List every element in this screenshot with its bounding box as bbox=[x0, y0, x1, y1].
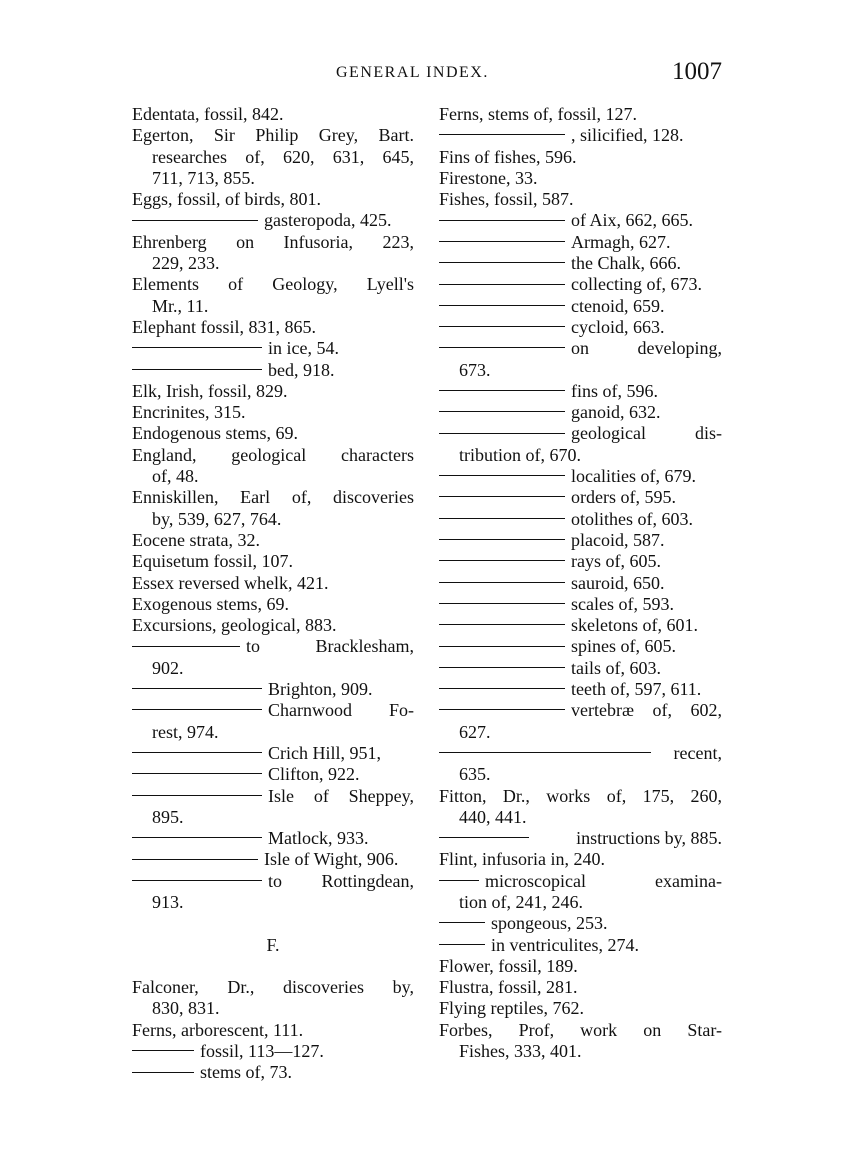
entry-text: fins of, 596. bbox=[571, 380, 658, 401]
entry-text: Elephant fossil, 831, 865. bbox=[132, 316, 316, 337]
ditto-dash bbox=[439, 390, 565, 391]
ditto-dash bbox=[439, 284, 565, 285]
entry-text: spines of, 605. bbox=[571, 636, 676, 657]
index-entry bbox=[439, 892, 722, 913]
entry-text: in ventriculites, 274. bbox=[491, 934, 639, 955]
ditto-dash bbox=[439, 560, 565, 561]
entry-text: Armagh, 627. bbox=[571, 231, 671, 252]
entry-text: Crich Hill, 951, bbox=[268, 742, 381, 763]
index-entry bbox=[439, 615, 722, 636]
index-entry bbox=[132, 210, 414, 231]
right-column bbox=[439, 104, 722, 1062]
entry-text: Firestone, 33. bbox=[439, 167, 538, 188]
ditto-dash bbox=[132, 773, 262, 774]
index-entry bbox=[439, 700, 722, 721]
index-entry bbox=[132, 253, 414, 274]
index-entry bbox=[132, 722, 414, 743]
index-entry bbox=[439, 125, 722, 146]
index-entry bbox=[439, 679, 722, 700]
entry-text: Fitton, Dr., works of, 175, 260, bbox=[439, 785, 722, 806]
entry-text: Fishes, 333, 401. bbox=[459, 1041, 582, 1062]
index-entry bbox=[132, 189, 414, 210]
entry-text: Fishes, fossil, 587. bbox=[439, 189, 574, 210]
ditto-dash bbox=[132, 220, 258, 221]
ditto-dash bbox=[439, 837, 529, 838]
entry-text: scales of, 593. bbox=[571, 593, 674, 614]
entry-text: Elements of Geology, Lyell's bbox=[132, 274, 414, 295]
entry-text: geological dis- bbox=[571, 423, 722, 444]
entry-text: rays of, 605. bbox=[571, 551, 661, 572]
entry-text: vertebræ of, 602, bbox=[571, 700, 722, 721]
index-entry bbox=[439, 1020, 722, 1041]
entry-text: 830, 831. bbox=[152, 998, 220, 1019]
index-entry bbox=[439, 658, 722, 679]
entry-text: of Aix, 662, 665. bbox=[571, 210, 694, 231]
page-header bbox=[132, 58, 722, 92]
index-entry bbox=[439, 573, 722, 594]
ditto-dash bbox=[439, 709, 565, 710]
entry-text: of, 48. bbox=[152, 466, 199, 487]
entry-text: 229, 233. bbox=[152, 253, 220, 274]
index-entry bbox=[439, 636, 722, 657]
index-entry bbox=[132, 487, 414, 508]
index-entry bbox=[439, 743, 722, 764]
entry-text: F. bbox=[266, 934, 280, 955]
index-entry bbox=[132, 168, 414, 189]
index-entry bbox=[132, 573, 414, 594]
index-entry bbox=[439, 786, 722, 807]
index-entry bbox=[439, 360, 722, 381]
index-entry bbox=[132, 594, 414, 615]
entry-text: tion of, 241, 246. bbox=[459, 891, 583, 912]
ditto-dash bbox=[439, 326, 565, 327]
entry-text: sauroid, 650. bbox=[571, 572, 665, 593]
index-entry bbox=[132, 338, 414, 359]
entry-text: Isle of Wight, 906. bbox=[264, 849, 399, 870]
entry-text: Flint, infusoria in, 240. bbox=[439, 849, 605, 870]
index-entry bbox=[132, 360, 414, 381]
ditto-dash bbox=[439, 411, 565, 412]
index-entry bbox=[132, 551, 414, 572]
ditto-dash bbox=[439, 944, 485, 945]
index-entry bbox=[439, 423, 722, 444]
index-entry bbox=[132, 104, 414, 125]
index-entry bbox=[439, 253, 722, 274]
ditto-dash bbox=[439, 241, 565, 242]
index-entry bbox=[132, 232, 414, 253]
index-entry bbox=[132, 466, 414, 487]
ditto-dash bbox=[132, 347, 262, 348]
entry-text: Clifton, 922. bbox=[268, 764, 360, 785]
entry-text: Forbes, Prof, work on Star- bbox=[439, 1019, 722, 1040]
ditto-dash bbox=[439, 134, 565, 135]
entry-text: Ehrenberg on Infusoria, 223, bbox=[132, 231, 414, 252]
entry-text: Fins of fishes, 596. bbox=[439, 146, 577, 167]
entry-text: fossil, 113—127. bbox=[200, 1041, 324, 1062]
index-entry bbox=[439, 104, 722, 125]
entry-text: Falconer, Dr., discoveries by, bbox=[132, 977, 414, 998]
entry-text: Flower, fossil, 189. bbox=[439, 955, 578, 976]
ditto-dash bbox=[439, 539, 565, 540]
index-entry bbox=[439, 210, 722, 231]
ditto-dash bbox=[132, 369, 262, 370]
entry-text: 711, 713, 855. bbox=[152, 167, 255, 188]
ditto-dash bbox=[439, 880, 479, 881]
index-entry bbox=[132, 147, 414, 168]
ditto-dash bbox=[439, 496, 565, 497]
entry-text: 627. bbox=[459, 721, 491, 742]
entry-text: England, geological characters bbox=[132, 444, 414, 465]
running-title: GENERAL INDEX. bbox=[336, 64, 489, 81]
index-entry bbox=[132, 786, 414, 807]
entry-text: otolithes of, 603. bbox=[571, 508, 693, 529]
entry-text: Essex reversed whelk, 421. bbox=[132, 572, 329, 593]
index-entry bbox=[132, 977, 414, 998]
ditto-dash bbox=[439, 624, 565, 625]
ditto-dash bbox=[439, 667, 565, 668]
index-entry bbox=[439, 551, 722, 572]
entry-text: Flying reptiles, 762. bbox=[439, 998, 584, 1019]
page-number: 1007 bbox=[672, 58, 722, 85]
blank-line bbox=[132, 956, 414, 977]
entry-text: Excursions, geological, 883. bbox=[132, 615, 337, 636]
index-entry bbox=[132, 679, 414, 700]
entry-text: instructions by, 885. bbox=[576, 828, 722, 849]
index-entry bbox=[132, 274, 414, 295]
index-entry bbox=[439, 445, 722, 466]
entry-text: to Rottingdean, bbox=[268, 870, 414, 891]
index-entry bbox=[439, 509, 722, 530]
index-entry bbox=[439, 338, 722, 359]
ditto-dash bbox=[439, 646, 565, 647]
index-entry bbox=[439, 189, 722, 210]
index-entry bbox=[132, 317, 414, 338]
index-entry bbox=[132, 509, 414, 530]
index-entry bbox=[439, 317, 722, 338]
index-entry bbox=[132, 658, 414, 679]
index-entry bbox=[439, 722, 722, 743]
entry-text: teeth of, 597, 611. bbox=[571, 679, 702, 700]
entry-text: Edentata, fossil, 842. bbox=[132, 104, 284, 124]
entry-text: Brighton, 909. bbox=[268, 679, 373, 700]
blank-line bbox=[132, 913, 414, 934]
left-column bbox=[132, 104, 414, 1084]
entry-text: orders of, 595. bbox=[571, 487, 676, 508]
index-entry bbox=[132, 530, 414, 551]
index-entry bbox=[132, 849, 414, 870]
entry-text: on developing, bbox=[571, 338, 722, 359]
ditto-dash bbox=[439, 220, 565, 221]
entry-text: Charnwood Fo- bbox=[268, 700, 414, 721]
index-entry bbox=[439, 1041, 722, 1062]
ditto-dash bbox=[439, 582, 565, 583]
entry-text: Isle of Sheppey, bbox=[268, 785, 414, 806]
entry-text: 902. bbox=[152, 657, 184, 678]
index-entry bbox=[439, 764, 722, 785]
index-entry bbox=[439, 402, 722, 423]
ditto-dash bbox=[132, 646, 240, 647]
index-entry bbox=[439, 487, 722, 508]
entry-text: 895. bbox=[152, 806, 184, 827]
ditto-dash bbox=[439, 305, 565, 306]
index-entry bbox=[132, 998, 414, 1019]
entry-text: bed, 918. bbox=[268, 359, 335, 380]
entry-text: Elk, Irish, fossil, 829. bbox=[132, 380, 288, 401]
index-entry bbox=[132, 828, 414, 849]
entry-text: Egerton, Sir Philip Grey, Bart. bbox=[132, 125, 414, 146]
ditto-dash bbox=[439, 688, 565, 689]
entry-text: Ferns, arborescent, 111. bbox=[132, 1019, 304, 1040]
index-entry bbox=[439, 466, 722, 487]
index-entry bbox=[132, 445, 414, 466]
index-entry bbox=[132, 125, 414, 146]
entry-text: gasteropoda, 425. bbox=[264, 210, 392, 231]
entry-text: researches of, 620, 631, 645, bbox=[152, 146, 414, 167]
index-entry bbox=[439, 828, 722, 849]
entry-text: 635. bbox=[459, 764, 491, 785]
index-entry bbox=[439, 274, 722, 295]
index-entry bbox=[132, 871, 414, 892]
index-entry bbox=[439, 871, 722, 892]
entry-text: tribution of, 670. bbox=[459, 444, 581, 465]
index-entry bbox=[439, 935, 722, 956]
entry-text: Encrinites, 315. bbox=[132, 402, 246, 423]
entry-text: skeletons of, 601. bbox=[571, 615, 698, 636]
index-entry bbox=[439, 977, 722, 998]
index-entry bbox=[132, 636, 414, 657]
entry-text: cycloid, 663. bbox=[571, 316, 665, 337]
index-entry bbox=[132, 764, 414, 785]
entry-text: Equisetum fossil, 107. bbox=[132, 551, 293, 572]
ditto-dash bbox=[132, 752, 262, 753]
ditto-dash bbox=[439, 433, 565, 434]
entry-text: stems of, 73. bbox=[200, 1062, 292, 1083]
ditto-dash bbox=[132, 837, 262, 838]
entry-text: recent, bbox=[673, 742, 722, 763]
index-entry bbox=[132, 402, 414, 423]
index-entry bbox=[439, 849, 722, 870]
ditto-dash bbox=[439, 752, 651, 753]
entry-text: tails of, 603. bbox=[571, 657, 661, 678]
ditto-dash bbox=[132, 688, 262, 689]
index-entry bbox=[439, 807, 722, 828]
index-entry bbox=[132, 892, 414, 913]
entry-text: spongeous, 253. bbox=[491, 913, 608, 934]
ditto-dash bbox=[439, 518, 565, 519]
entry-text: in ice, 54. bbox=[268, 338, 339, 359]
entry-text: microscopical examina- bbox=[485, 870, 722, 891]
index-entry bbox=[439, 594, 722, 615]
entry-text: Eocene strata, 32. bbox=[132, 529, 260, 550]
index-entry bbox=[132, 381, 414, 402]
entry-text: localities of, 679. bbox=[571, 466, 696, 487]
index-entry bbox=[439, 998, 722, 1019]
index-entry bbox=[439, 913, 722, 934]
entry-text: placoid, 587. bbox=[571, 529, 665, 550]
section-letter bbox=[132, 935, 414, 956]
index-entry bbox=[439, 168, 722, 189]
ditto-dash bbox=[132, 709, 262, 710]
ditto-dash bbox=[132, 880, 262, 881]
index-entry bbox=[132, 807, 414, 828]
entry-text: 673. bbox=[459, 359, 491, 380]
entry-text: Flustra, fossil, 281. bbox=[439, 977, 578, 998]
index-entry bbox=[439, 147, 722, 168]
index-entry bbox=[132, 743, 414, 764]
entry-text: by, 539, 627, 764. bbox=[152, 508, 282, 529]
ditto-dash bbox=[439, 347, 565, 348]
entry-text: Exogenous stems, 69. bbox=[132, 593, 289, 614]
index-entry bbox=[439, 530, 722, 551]
index-entry bbox=[132, 700, 414, 721]
ditto-dash bbox=[132, 859, 258, 860]
ditto-dash bbox=[132, 1072, 194, 1073]
index-entry bbox=[132, 423, 414, 444]
entry-text: collecting of, 673. bbox=[571, 274, 702, 295]
index-entry bbox=[132, 1041, 414, 1062]
entry-text: rest, 974. bbox=[152, 721, 219, 742]
index-entry bbox=[439, 296, 722, 317]
ditto-dash bbox=[132, 795, 262, 796]
ditto-dash bbox=[439, 262, 565, 263]
entry-text: Eggs, fossil, of birds, 801. bbox=[132, 189, 321, 210]
entry-text: to Bracklesham, bbox=[246, 636, 414, 657]
index-entry bbox=[132, 1020, 414, 1041]
ditto-dash bbox=[439, 475, 565, 476]
index-entry bbox=[132, 1062, 414, 1083]
entry-text: the Chalk, 666. bbox=[571, 253, 681, 274]
ditto-dash bbox=[439, 922, 485, 923]
ditto-dash bbox=[132, 1050, 194, 1051]
entry-text: Matlock, 933. bbox=[268, 828, 369, 849]
entry-text: Ferns, stems of, fossil, 127. bbox=[439, 104, 637, 124]
entry-text: Enniskillen, Earl of, discoveries bbox=[132, 487, 414, 508]
ditto-dash bbox=[439, 603, 565, 604]
entry-text: 440, 441. bbox=[459, 806, 527, 827]
entry-text: , silicified, 128. bbox=[571, 125, 684, 146]
index-entry bbox=[439, 381, 722, 402]
entry-text: ctenoid, 659. bbox=[571, 295, 665, 316]
entry-text: ganoid, 632. bbox=[571, 402, 661, 423]
index-entry bbox=[439, 232, 722, 253]
entry-text: 913. bbox=[152, 891, 184, 912]
index-entry bbox=[132, 615, 414, 636]
index-entry bbox=[132, 296, 414, 317]
index-entry bbox=[439, 956, 722, 977]
entry-text: Endogenous stems, 69. bbox=[132, 423, 298, 444]
entry-text: Mr., 11. bbox=[152, 295, 209, 316]
